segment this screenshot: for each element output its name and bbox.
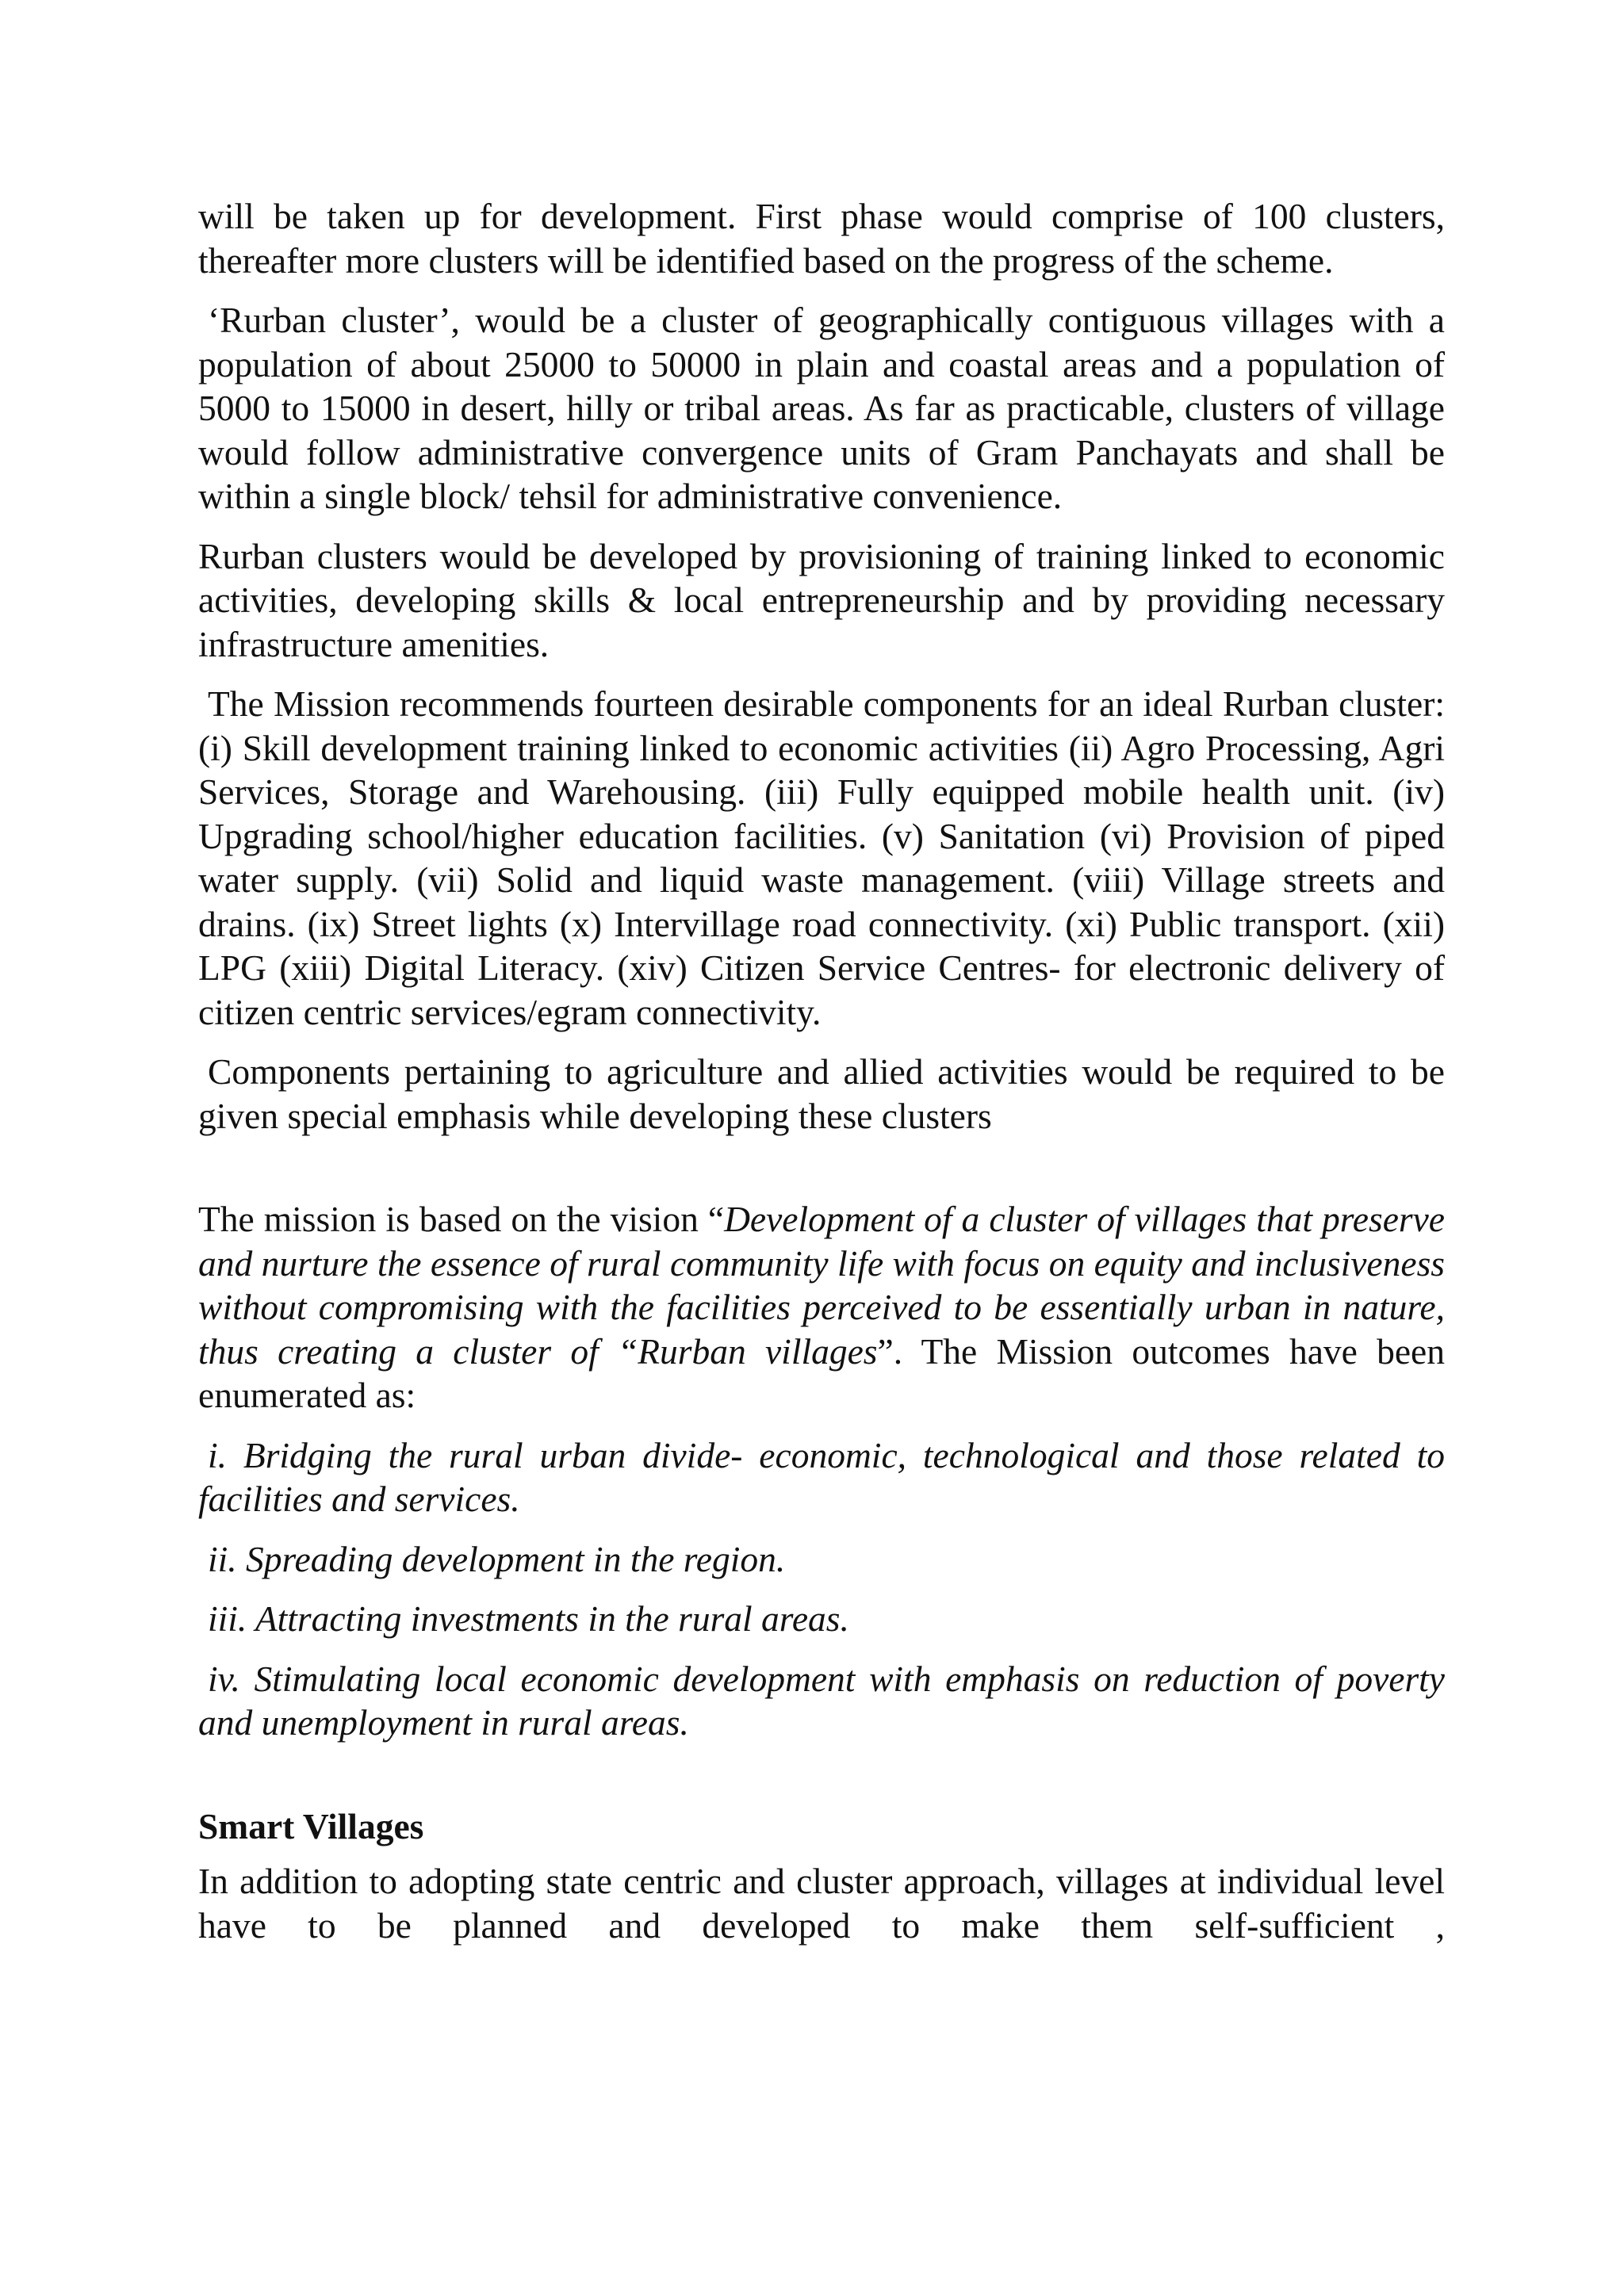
paragraph-agriculture-emphasis: Components pertaining to agriculture and allied activities would be required to be given special emphasis while developing these clusters bbox=[198, 1051, 1445, 1136]
paragraph-smart-villages: In addition to adopting state centric and cluster approach, villages at individual level have to be planned and developed to make them self-sufficient , bbox=[198, 1861, 1445, 1946]
outcome-item: i. Bridging the rural urban divide- economic, technological and those related to facilities and services. bbox=[198, 1434, 1445, 1519]
vision-outro: ”. The Mission outcomes have been enumerated as: bbox=[198, 1330, 1445, 1415]
vision-quote: Development of a cluster of villages that preserve and nurture the essence of rural community life with focus on equity and inclusiveness without compromising with the facilities perceived to be essentially urban in nature, thus creating a cluster of “Rurban villages bbox=[198, 1199, 1445, 1372]
paragraph-rurban-development: Rurban clusters would be developed by provisioning of training linked to economic activities, developing skills & local entrepreneurship and by providing necessary infrastructure amenities. bbox=[198, 535, 1445, 664]
section-heading-smart-villages: Smart Villages bbox=[198, 1805, 424, 1846]
document-page bbox=[198, 194, 1445, 1963]
paragraph-phase-clusters: will be taken up for development. First phase would comprise of 100 clusters, thereafter more clusters will be identified based on the progress of the scheme. bbox=[198, 196, 1445, 281]
paragraph-mission-components: The Mission recommends fourteen desirable components for an ideal Rurban cluster: (i) Skill development training linked to economic activities (ii) Agro Processing, Agri Services, Storage and Warehousing. (iii) Fully equipped mobile health unit. (iv) Upgrading school/higher education facilities. (v) Sanitation (vi) Provision of piped water supply. (vii) Solid and liquid waste management. (viii) Village streets and drains. (ix) Street lights (x) Intervillage road connectivity. (xi) Public transport. (xii) LPG (xiii) Digital Literacy. (xiv) Citizen Service Centres- for electronic delivery of citizen centric services/egram connectivity. bbox=[198, 683, 1445, 1032]
paragraph-mission-vision bbox=[198, 1197, 1445, 1418]
outcome-item: iv. Stimulating local economic development with emphasis on reduction of poverty and unemployment in rural areas. bbox=[198, 1658, 1445, 1743]
vision-intro: The mission is based on the vision “ bbox=[198, 1199, 725, 1239]
outcome-item: ii. Spreading development in the region. bbox=[208, 1538, 786, 1579]
paragraph-rurban-cluster-definition: ‘Rurban cluster’, would be a cluster of geographically contiguous villages with a population of about 25000 to 50000 in plain and coastal areas and a population of 5000 to 15000 in desert, hilly or tribal areas. As far as practicable, clusters of village would follow administrative convergence units of Gram Panchayats and shall be within a single block/ tehsil for administrative convenience. bbox=[198, 300, 1445, 516]
outcome-item: iii. Attracting investments in the rural areas. bbox=[208, 1598, 849, 1639]
